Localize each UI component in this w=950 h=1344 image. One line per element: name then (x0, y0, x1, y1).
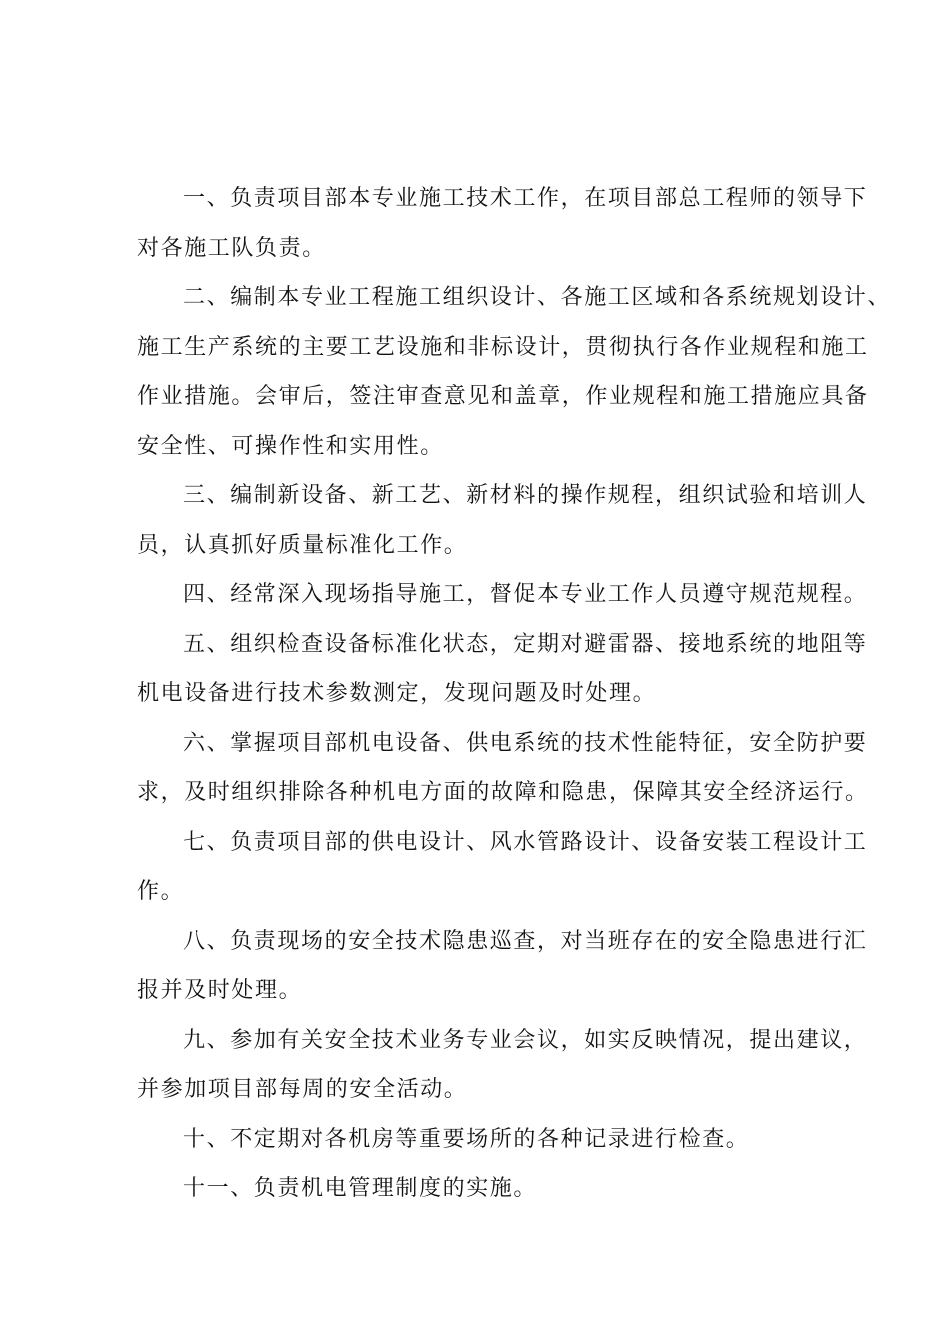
paragraph-10 (137, 1115, 837, 1165)
paragraph-line: 九、参加有关安全技术业务专业会议，如实反映情况，提出建议， (183, 1027, 868, 1053)
paragraph-line: 八、负责现场的安全技术隐患巡查，对当班存在的安全隐患进行汇 (183, 928, 868, 954)
paragraph-4 (137, 570, 868, 620)
paragraph-5 (137, 620, 868, 719)
paragraph-6 (137, 719, 869, 818)
paragraph-line: 一、负责项目部本专业施工技术工作，在项目部总工程师的领导下 (183, 186, 868, 211)
paragraph-line: 员，认真抓好质量标准化工作。 (137, 532, 468, 558)
paragraph-11 (137, 1164, 837, 1214)
paragraph-line: 十、不定期对各机房等重要场所的各种记录进行检查。 (183, 1126, 750, 1152)
paragraph-line: 十一、负责机电管理制度的实施。 (183, 1176, 538, 1201)
paragraph-line: 施工生产系统的主要工艺设施和非标设计，贯彻执行各作业规程和施工 (137, 334, 869, 360)
paragraph-line: 安全性、可操作性和实用性。 (137, 433, 444, 459)
paragraph-line: 二、编制本专业工程施工组织设计、各施工区域和各系统规划设计、 (183, 285, 892, 310)
paragraph-line: 作。 (137, 879, 185, 904)
paragraph-2 (137, 273, 892, 471)
paragraph-line: 对各施工队负责。 (137, 235, 326, 261)
document-body (137, 174, 892, 1214)
paragraph-line: 四、经常深入现场指导施工，督促本专业工作人员遵守规范规程。 (183, 582, 868, 607)
paragraph-3 (137, 471, 868, 570)
paragraph-line: 六、掌握项目部机电设备、供电系统的技术性能特征，安全防护要 (183, 730, 868, 756)
paragraph-line: 机电设备进行技术参数测定，发现问题及时处理。 (137, 681, 657, 706)
paragraph-line: 求，及时组织排除各种机电方面的故障和隐患，保障其安全经济运行。 (137, 780, 869, 805)
paragraph-line: 三、编制新设备、新工艺、新材料的操作规程，组织试验和培训人 (183, 483, 868, 508)
paragraph-8 (137, 917, 868, 1016)
paragraph-1 (137, 174, 868, 273)
paragraph-line: 报并及时处理。 (137, 978, 303, 1003)
paragraph-line: 并参加项目部每周的安全活动。 (137, 1077, 468, 1102)
paragraph-line: 作业措施。会审后，签注审查意见和盖章，作业规程和施工措施应具备 (137, 384, 869, 409)
paragraph-line: 五、组织检查设备标准化状态，定期对避雷器、接地系统的地阻等 (183, 631, 868, 657)
paragraph-line: 七、负责项目部的供电设计、风水管路设计、设备安装工程设计工 (183, 829, 868, 855)
paragraph-7 (137, 818, 868, 917)
paragraph-9 (137, 1016, 868, 1115)
